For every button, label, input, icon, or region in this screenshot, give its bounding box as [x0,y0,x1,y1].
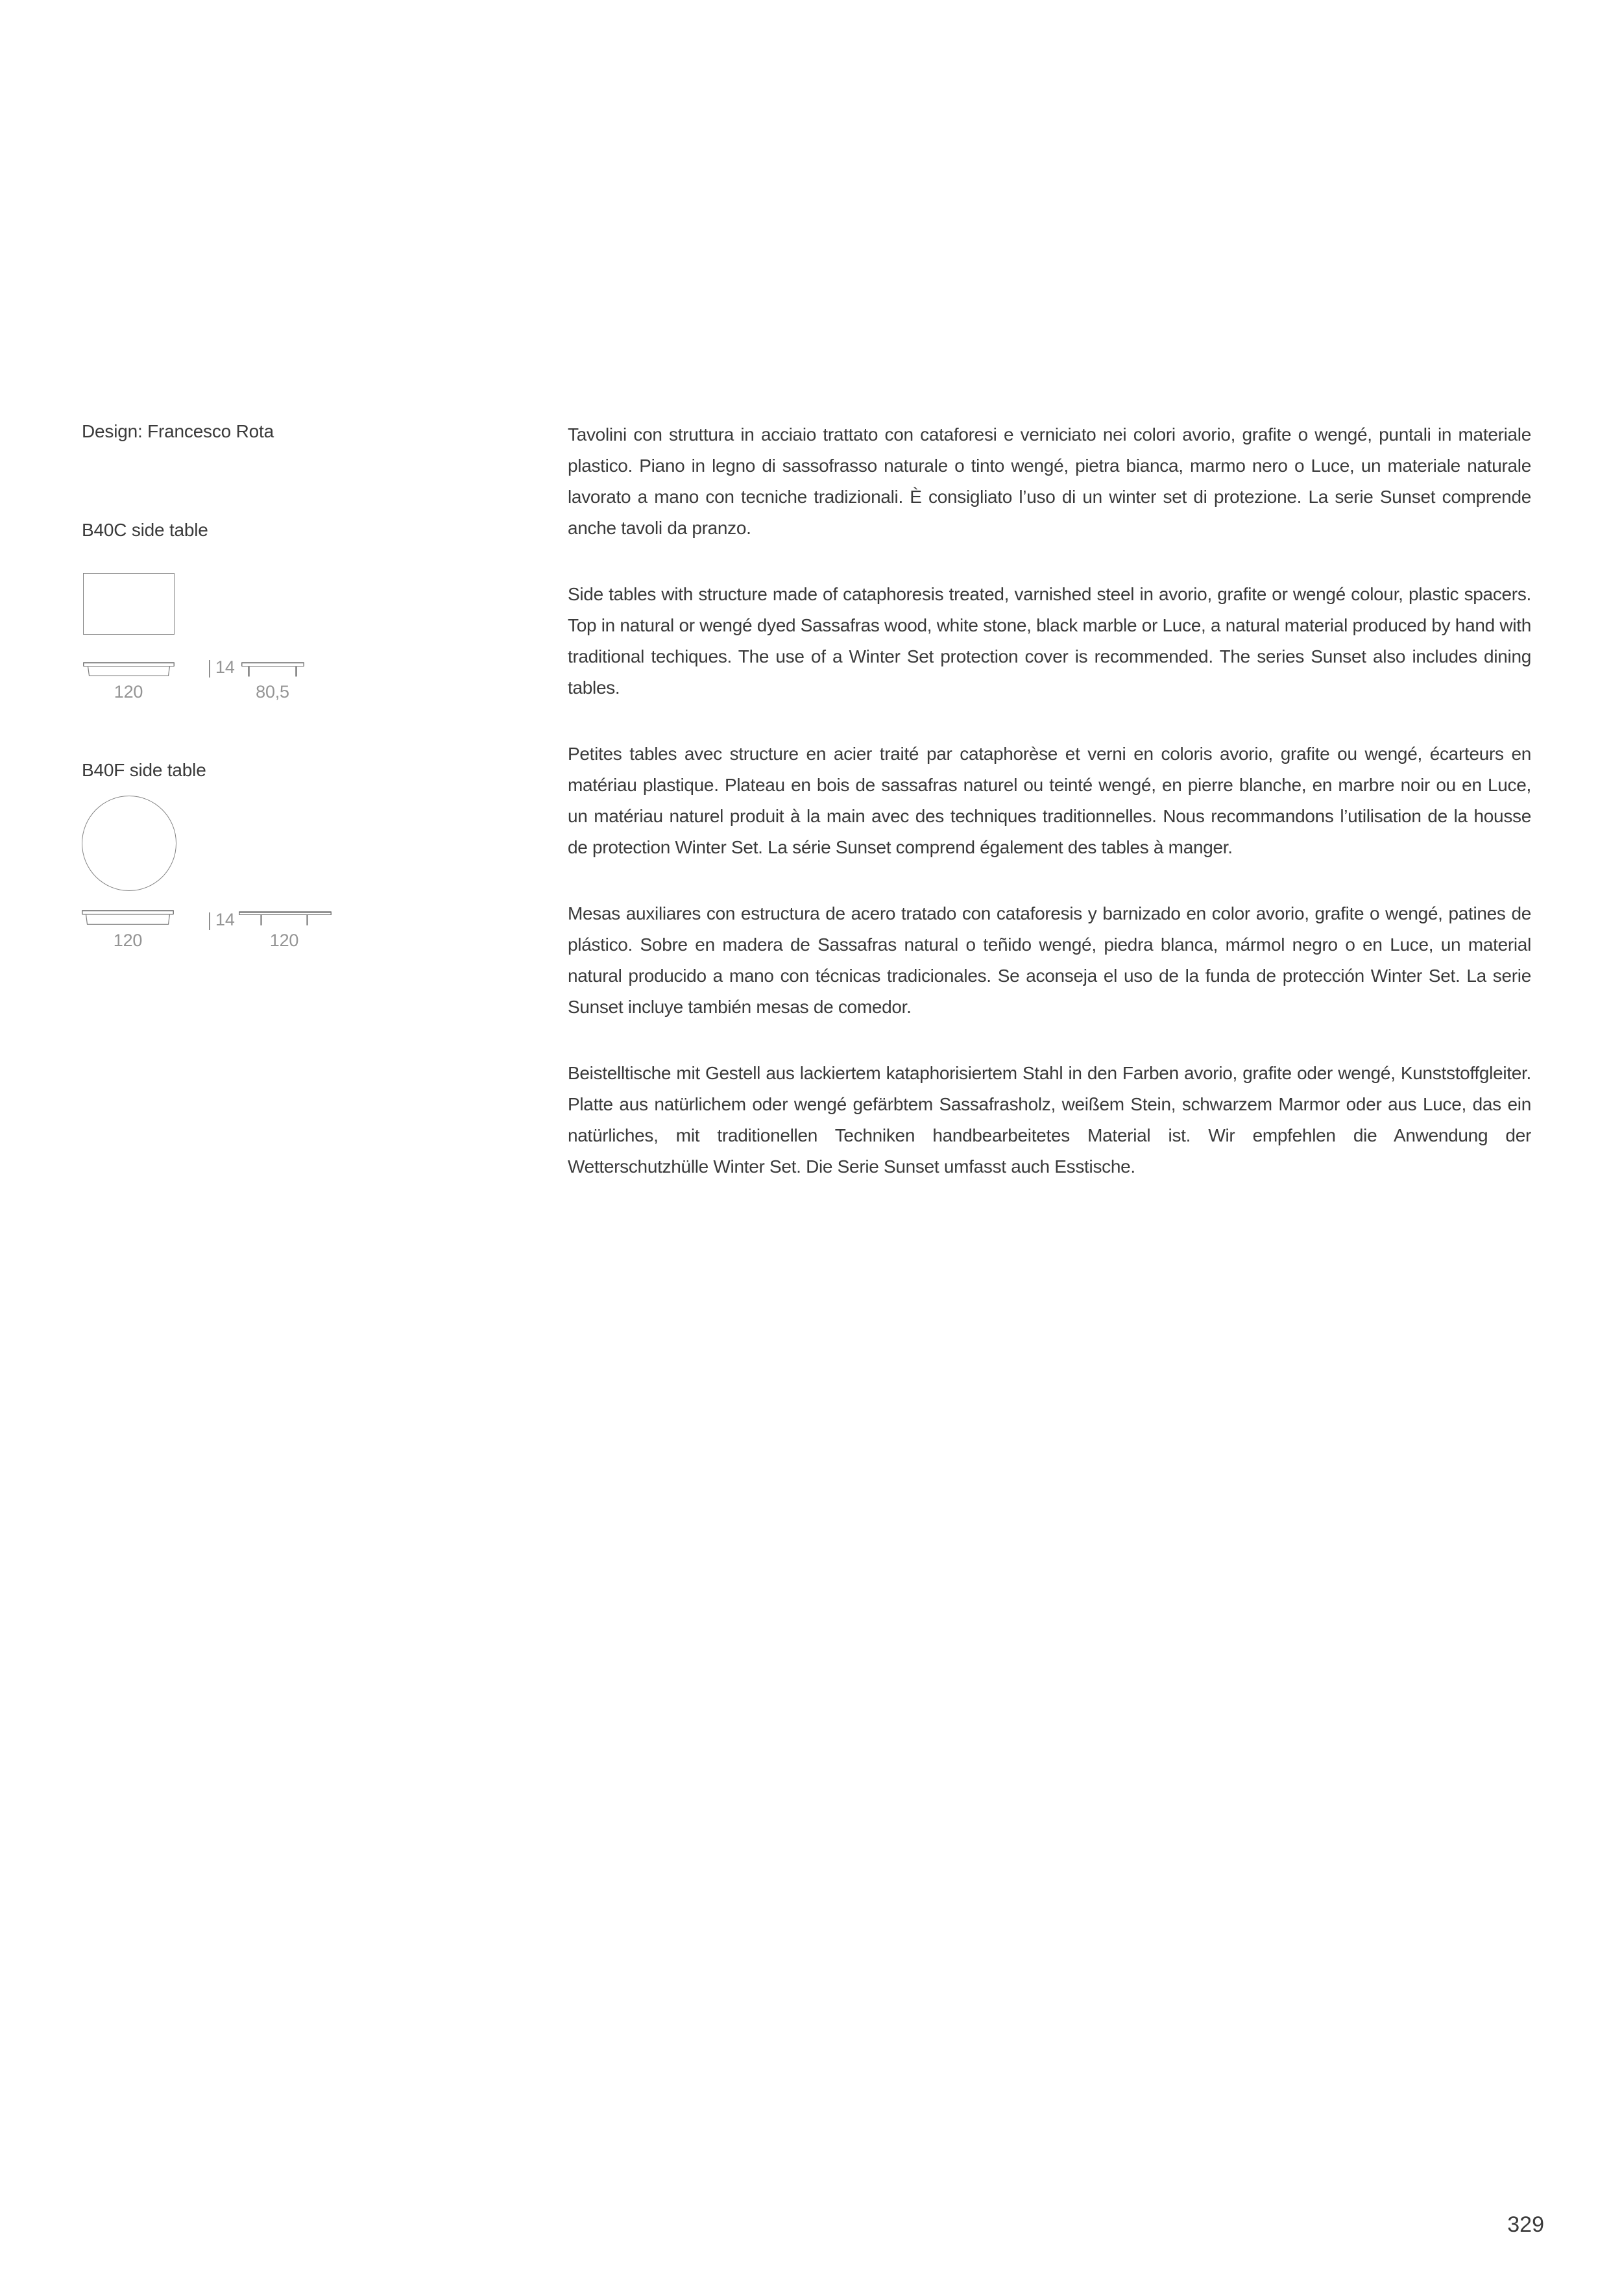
description-german: Beistelltische mit Gestell aus lackiertem kataphorisiertem Stahl in den Farben avorio, grafite oder wengé, Kunststoffgleiter. Platte aus natürlichem oder wengé gefärbtem Sassafrasholz, weißem Stein, schwarzem Marmor oder aus Luce, das ein natürliches, mit traditionellen Techniken handbearbeitetes Material ist. Wir empfehlen die Anwendung der Wetterschutzhülle Winter Set. Die Serie Sunset umfasst auch Esstische. [568,1063,1531,1177]
b40f-side-view-drawing [239,911,332,927]
b40f-top-view-drawing [82,796,176,891]
b40c-top-view-drawing [83,573,175,635]
b40f-height-dimension-line [209,912,210,930]
b40f-width-dimension-label: 120 [113,931,143,950]
description-english: Side tables with structure made of cataphoresis treated, varnished steel in avorio, grafite or wengé colour, plastic spacers. Top in natural or wengé dyed Sassafras wood, white stone, black marble or Luce, a natural material produced by hand with traditional techiques. The use of a Winter Set protection cover is recommended. The series Sunset also includes dining tables. [568,584,1531,698]
product-label-b40f: B40F side table [82,760,206,780]
b40c-side-view-drawing [241,662,304,678]
product-label-b40c: B40C side table [82,520,208,540]
design-credit: Design: Francesco Rota [82,421,274,441]
description-column [568,419,1531,1182]
b40c-height-dimension-label: 14 [215,657,235,677]
description-spanish: Mesas auxiliares con estructura de acero tratado con cataforesis y barnizado en color avorio, grafite o wengé, patines de plástico. Sobre en madera de Sassafras natural o teñido wengé, piedra blanca, mármol negro o en Luce, un material natural producido a mano con técnicas tradicionales. Se aconseja el uso de la funda de protección Winter Set. La serie Sunset incluye también mesas de comedor. [568,903,1531,1017]
description-french: Petites tables avec structure en acier traité par cataphorèse et verni en coloris avorio, grafite ou wengé, écarteurs en matériau plastique. Plateau en bois de sassafras naturel ou teinté wengé, en pierre blanche, en marbre noir ou en Luce, un matériau naturel produit à la main avec des techniques traditionnelles. Nous recommandons l’utilisation de la housse de protection Winter Set. La série Sunset comprend également des tables à manger. [568,744,1531,857]
b40c-height-dimension-line [209,660,210,678]
b40f-front-view-drawing [82,910,174,925]
b40f-depth-dimension-label: 120 [269,931,299,950]
description-italian: Tavolini con struttura in acciaio trattato con cataforesi e verniciato nei colori avorio, grafite o wengé, puntali in materiale plastico. Piano in legno di sassofrasso naturale o tinto wengé, pietra bianca, marmo nero o Luce, un materiale naturale lavorato a mano con tecniche tradizionali. È consigliato l’uso di un winter set di protezione. La serie Sunset comprende anche tavoli da pranzo. [568,424,1531,538]
b40c-front-view-drawing [83,662,175,677]
b40c-width-dimension-label: 120 [114,682,143,702]
b40f-height-dimension-label: 14 [215,910,235,929]
page-number: 329 [1507,2212,1544,2237]
b40c-depth-dimension-label: 80,5 [256,682,289,702]
